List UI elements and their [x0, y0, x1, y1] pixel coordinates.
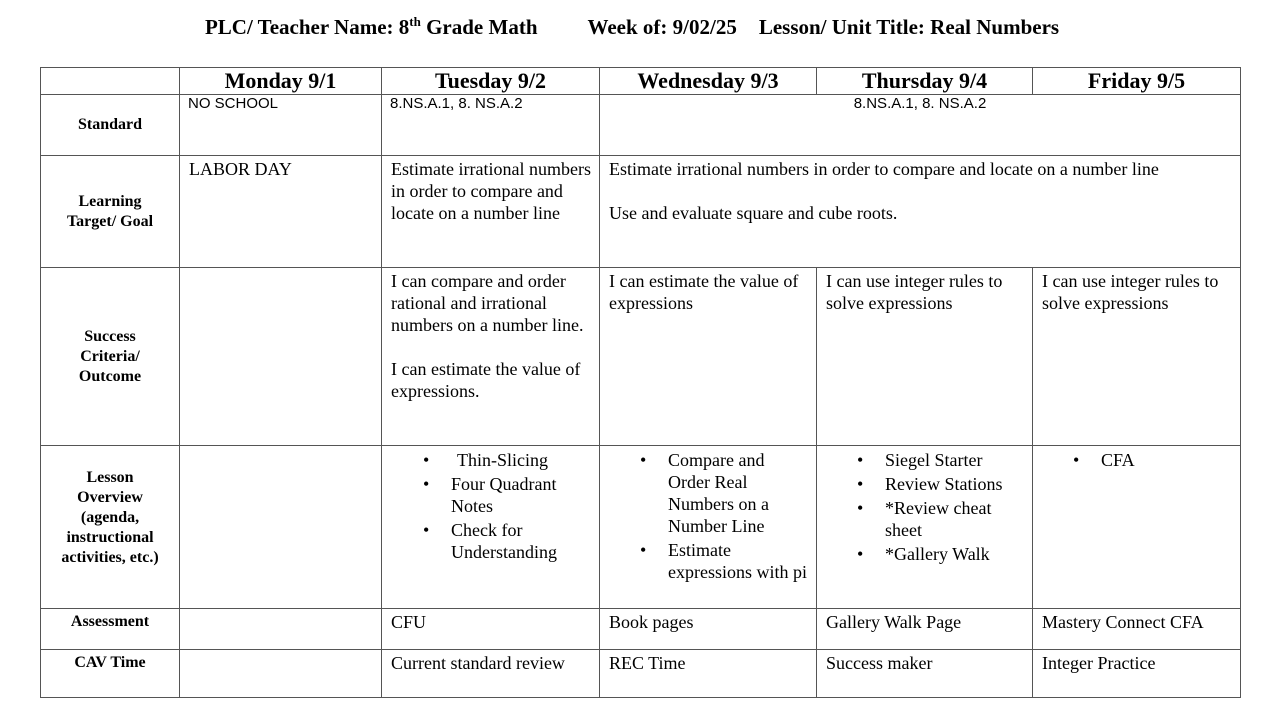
row-label-learning-target: Learning Target/ Goal: [41, 156, 180, 268]
list-item: • Review Stations: [885, 473, 1026, 495]
learning-target-wed-fri: Estimate irrational numbers in order to compare and locate on a number line Use and evaluate square and cube roots.: [600, 156, 1241, 268]
day-header-wednesday: Wednesday 9/3: [600, 68, 817, 95]
row-label-standard: Standard: [41, 95, 180, 156]
list-item: • Check for Understanding: [451, 519, 593, 563]
success-friday: I can use integer rules to solve expressions: [1033, 268, 1241, 446]
success-thursday: I can use integer rules to solve expressions: [817, 268, 1033, 446]
day-header-row: [41, 68, 1241, 95]
list-item: • *Gallery Walk: [885, 543, 1026, 565]
success-wednesday: I can estimate the value of expressions: [600, 268, 817, 446]
success-monday: [180, 268, 382, 446]
row-label-success-criteria: Success Criteria/ Outcome: [41, 268, 180, 446]
learning-target-monday: LABOR DAY: [180, 156, 382, 268]
week-of: Week of: 9/02/25: [587, 15, 737, 39]
list-item: • CFA: [1101, 449, 1234, 471]
overview-thursday: [817, 446, 1033, 609]
cav-time-row: [41, 650, 1241, 698]
day-header-friday: Friday 9/5: [1033, 68, 1241, 95]
list-item: • Compare and Order Real Numbers on a Number Line: [668, 449, 810, 537]
list-item: • *Review cheat sheet: [885, 497, 1026, 541]
list-item: • Thin-Slicing: [451, 449, 593, 471]
day-header-monday: Monday 9/1: [180, 68, 382, 95]
list-item: • Four Quadrant Notes: [451, 473, 593, 517]
success-tuesday: I can compare and order rational and irrational numbers on a number line. I can estimate the value of expressions.: [382, 268, 600, 446]
page-header: [0, 14, 1264, 40]
day-header-thursday: Thursday 9/4: [817, 68, 1033, 95]
overview-monday: [180, 446, 382, 609]
row-label-assessment: Assessment: [41, 609, 180, 650]
assessment-monday: [180, 609, 382, 650]
lesson-unit-title: Lesson/ Unit Title: Real Numbers: [758, 15, 1060, 39]
standard-row: [41, 95, 1241, 156]
plc-teacher-name: PLC/ Teacher Name: 8th Grade Math: [204, 14, 538, 39]
lesson-overview-row: [41, 446, 1241, 609]
lesson-plan-table: [40, 67, 1241, 698]
standard-monday: NO SCHOOL: [180, 95, 382, 156]
standard-tuesday: 8.NS.A.1, 8. NS.A.2: [382, 95, 600, 156]
overview-friday: [1033, 446, 1241, 609]
corner-cell: [41, 68, 180, 95]
assessment-wednesday: Book pages: [600, 609, 817, 650]
cav-thursday: Success maker: [817, 650, 1033, 698]
overview-wednesday: [600, 446, 817, 609]
success-criteria-row: [41, 268, 1241, 446]
assessment-thursday: Gallery Walk Page: [817, 609, 1033, 650]
cav-wednesday: REC Time: [600, 650, 817, 698]
assessment-friday: Mastery Connect CFA: [1033, 609, 1241, 650]
cav-friday: Integer Practice: [1033, 650, 1241, 698]
overview-tuesday: [382, 446, 600, 609]
assessment-row: [41, 609, 1241, 650]
row-label-lesson-overview: Lesson Overview (agenda, instructional activities, etc.): [41, 446, 180, 609]
list-item: • Siegel Starter: [885, 449, 1026, 471]
row-label-cav-time: CAV Time: [41, 650, 180, 698]
standard-wed-fri: 8.NS.A.1, 8. NS.A.2: [600, 95, 1241, 156]
learning-target-tuesday: Estimate irrational numbers in order to compare and locate on a number line: [382, 156, 600, 268]
cav-tuesday: Current standard review: [382, 650, 600, 698]
cav-monday: [180, 650, 382, 698]
list-item: • Estimate expressions with pi: [668, 539, 810, 583]
learning-target-row: [41, 156, 1241, 268]
assessment-tuesday: CFU: [382, 609, 600, 650]
day-header-tuesday: Tuesday 9/2: [382, 68, 600, 95]
